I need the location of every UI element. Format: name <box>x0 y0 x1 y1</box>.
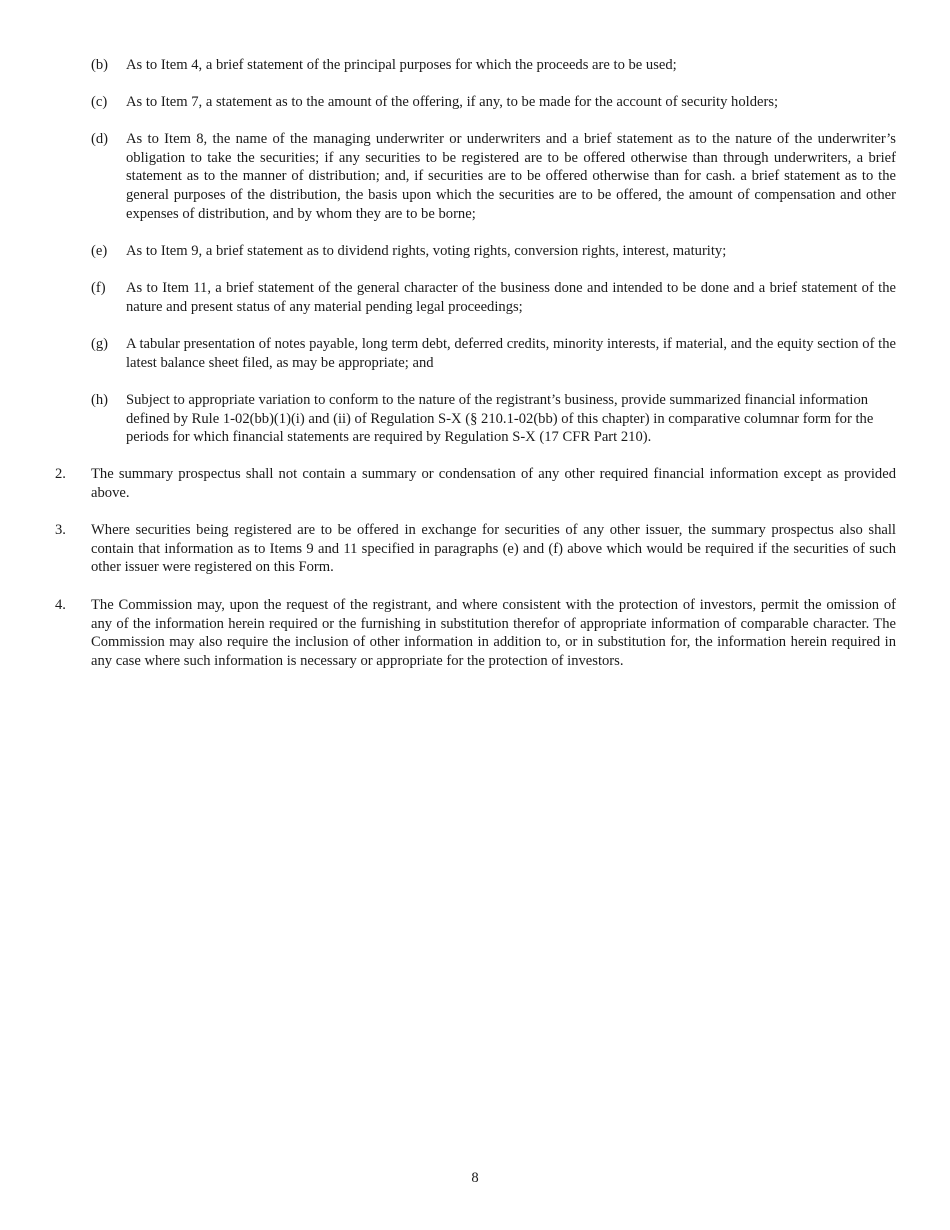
paragraph-text: As to Item 7, a statement as to the amount of the offering, if any, to be made for the account of security holders; <box>126 94 779 110</box>
paragraph-label: (h) <box>91 392 109 408</box>
item-number: 2. <box>55 466 66 482</box>
item-text: Where securities being registered are to be offered in exchange for securities of any other issuer, the summary prospectus also shall contain that information as to Items 9 and 11 specified in paragraphs (e) and (f) above which would be required if the securities of such other issuer were registered on this Form. <box>91 522 896 576</box>
paragraph-text: Subject to appropriate variation to conform to the nature of the registrant’s business, provide summarized financial information defined by Rule 1-02(bb)(1)(i) and (ii) of Regulation S-X (§ 210.1-02(bb) of this chapter) in comparative columnar form for the periods for which financial statements are required by Regulation S-X (17 CFR Part 210). <box>126 392 874 446</box>
paragraph-text: A tabular presentation of notes payable, long term debt, deferred credits, minority interests, if material, and the equity section of the latest balance sheet filed, as may be appropriate; and <box>126 336 896 371</box>
paragraph-text: As to Item 4, a brief statement of the principal purposes for which the proceeds are to be used; <box>126 57 677 73</box>
paragraph-g <box>91 335 896 372</box>
item-number: 4. <box>55 597 66 613</box>
paragraph-text: As to Item 9, a brief statement as to dividend rights, voting rights, conversion rights, interest, maturity; <box>126 243 727 259</box>
paragraph-f <box>91 279 896 316</box>
paragraph-label: (g) <box>91 336 109 352</box>
paragraph-text: As to Item 11, a brief statement of the general character of the business done and intended to be done and a brief statement of the nature and present status of any material pending legal proceedings; <box>126 280 896 315</box>
numbered-item-4 <box>55 596 896 671</box>
numbered-item-2 <box>55 465 896 502</box>
item-number: 3. <box>55 522 66 538</box>
page-number: 8 <box>471 1170 479 1186</box>
paragraph-c <box>91 93 896 112</box>
paragraph-e <box>91 242 896 261</box>
paragraph-label: (f) <box>91 280 106 296</box>
numbered-item-3 <box>55 521 896 577</box>
paragraph-label: (d) <box>91 131 109 147</box>
paragraph-d <box>91 130 896 224</box>
paragraph-label: (c) <box>91 94 108 110</box>
item-text: The Commission may, upon the request of the registrant, and where consistent with the protection of investors, permit the omission of any of the information herein required or the furnishing in substitution therefor of appropriate information of comparable character. The Commission may also require the inclusion of other information in addition to, or in substitution for, the information herein required in any case where such information is necessary or appropriate for the protection of investors. <box>91 597 896 670</box>
paragraph-h <box>91 391 896 447</box>
item-text: The summary prospectus shall not contain a summary or condensation of any other required financial information except as provided above. <box>91 466 896 501</box>
paragraph-label: (b) <box>91 57 109 73</box>
paragraph-label: (e) <box>91 243 108 259</box>
paragraph-b <box>91 56 896 75</box>
paragraph-text: As to Item 8, the name of the managing underwriter or underwriters and a brief statement as to the nature of the underwriter’s obligation to take the securities; if any securities to be registered are to be offered otherwise than through underwriters, a brief statement as to the manner of distribution; and, if securities are to be offered otherwise than for cash. a brief statement as to the general purposes of the distribution, the basis upon which the securities are to be offered, the amount of compensation and other expenses of distribution, and by whom they are to be borne; <box>126 131 896 222</box>
